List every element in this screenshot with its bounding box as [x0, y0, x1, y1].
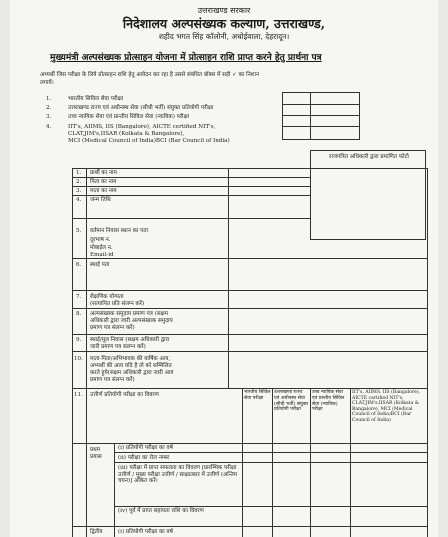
row-label-domicile: स्थाई/मूल निवास (सक्षम अधिकारी द्वारा — [90, 337, 170, 343]
attempt-item-success: (iii) परीक्षा में प्राप्त सफलता का विवरण [प्रारम्भिक परीक्षा उत्तीर्ण / मुख्य परीक्षा उत्तीर्ण / साक्षात्कार में उत्तीर्ण (अन्तिम चयन)] अंकित करें। — [118, 465, 238, 485]
row-label-phone: दूरभाष न. — [90, 237, 111, 243]
row-label-income: माता-पिता/अभिभावक की वार्षिक आय, — [90, 356, 171, 362]
row-label-minority-cert-2: अधिकारी द्वारा जारी अल्पसंख्यक समुदाय — [90, 318, 173, 324]
table-label-column-line — [228, 168, 229, 388]
application-form-page — [10, 0, 438, 537]
row-label-applicant-name: प्रार्थी का नाम — [90, 170, 117, 176]
address-line: शहीद भगत सिंह कॉलोनी, अधोईवाला, देहरादून। — [158, 32, 290, 41]
directorate-heading: निदेशालय अल्पसंख्यक कल्याण, उत्तराखण्ड, — [122, 16, 326, 31]
exam-option-num: 1. — [46, 96, 52, 102]
row-label-minority-cert-3: प्रमाण पत्र संलग्न करें) — [90, 325, 135, 331]
row-line — [72, 177, 310, 178]
exam-option-label: MCI (Medical Council of India)BCI (Bar Council of India) — [68, 138, 230, 144]
row-label-exam-details: उत्तीर्ण प्रतियोगी परीक्षा का विवरण — [90, 392, 159, 398]
row-num: 1. — [76, 170, 82, 176]
row-label-income-4: प्रमाण पत्र संलग्न करें) — [90, 377, 135, 383]
checkbox-divider — [310, 92, 311, 140]
attempt-col-line — [114, 443, 115, 537]
attempt-second-item-year: (i) प्रतियोगी परीक्षा का वर्ष — [118, 529, 173, 535]
exam-option-num: 4. — [46, 124, 52, 130]
row-num: 5. — [76, 228, 82, 234]
row-line — [72, 195, 310, 196]
exam-option-label: IIT's, AIIMS, IIS (Bangalore), AICTE certified NIT's, — [68, 124, 216, 130]
row-label-qualification: शैक्षणिक योग्यता — [90, 294, 124, 300]
row-label-minority-cert: अल्पसंख्यक समुदाय प्रमाण पत्र (सक्षम — [90, 311, 168, 317]
row-num: 2. — [76, 179, 82, 185]
exam-column-state-services: उत्तराखण्ड राज्य एवं अधीनस्थ सेवा (सीधी भर्ती) संयुक्त प्रतियोगी परीक्षा — [274, 390, 309, 413]
row-label-qualification-note: (सत्यापित प्रति संलग्न करें) — [90, 301, 145, 307]
exam-column-judicial-services: उच्च न्यायिक सेवा एवं प्रान्तीय सिविल सेवा (न्यायिक) परीक्षा — [312, 390, 345, 413]
row-line — [72, 308, 428, 309]
exam-column-technical-exams: IIT's, AIIMS, IIS (Bangalore), AICTE certified NIT's, CLAT,JIM's,IISAR (Kolkata & Bangalore), MCI (Medical Council of India)BCI (Bar Council of India) — [352, 390, 420, 423]
row-line — [114, 452, 428, 453]
checkbox-divider — [282, 104, 360, 105]
row-label-permanent-address: स्थाई पता — [90, 262, 110, 268]
row-label-father-name: पिता का नाम — [90, 179, 117, 185]
row-num: 6. — [76, 262, 82, 268]
exam-option-label: CLAT,JIM's,IISAR (Kolkata & Bangalore), — [68, 131, 185, 137]
exam-option-num: 2. — [46, 105, 52, 111]
attempt-item-roll: (ii) परीक्षा का रोल नम्बर — [118, 455, 170, 461]
row-num: 11. — [74, 392, 83, 398]
row-label-email: Email-id — [90, 252, 114, 258]
photo-box-label: राजपत्रित अधिकारी द्वारा प्रमाणित फोटो — [329, 154, 409, 160]
exam-option-label: भारतीय सिविल सेवा परीक्षा — [68, 96, 124, 102]
row-line — [72, 351, 428, 352]
row-line — [72, 334, 428, 335]
table-num-column-line — [86, 168, 87, 537]
govt-heading: उत्तराखण्ड सरकार — [197, 6, 251, 15]
attempt-first-label: प्रथम प्रयास — [90, 447, 102, 460]
row-line — [114, 506, 428, 507]
attempt-second-label: द्वितीय — [90, 529, 103, 535]
exam-checkbox-column — [282, 92, 360, 140]
row-num: 10. — [74, 356, 83, 362]
row-num: 8. — [76, 311, 82, 317]
row-num: 7. — [76, 294, 82, 300]
exam-column-civil-services: भारतीय सिविल सेवा परीक्षा — [244, 390, 271, 401]
form-title: मुख्यमंत्री अल्पसंख्यक प्रोत्साहन योजना में प्रोत्साहन राशि प्राप्त करने हेतु प्रार्थना पत्र — [50, 53, 322, 63]
row-label-mother-name: माता का नाम — [90, 188, 117, 194]
row-line — [72, 218, 310, 219]
row-num: 4. — [76, 197, 82, 203]
row-num: 3. — [76, 188, 82, 194]
row-line — [72, 290, 428, 291]
row-label-income-2: अभ्यर्थी की आय यदि है तो को सम्मिलित — [90, 363, 172, 369]
row-line — [72, 526, 428, 527]
attempt-item-prior-aid: (iv) पूर्व में प्राप्त सहायता राशि का विवरण — [118, 508, 204, 514]
row-line — [114, 462, 428, 463]
instruction-line-2: लगायें। — [40, 80, 54, 86]
row-label-mobile: मोबाईल न. — [90, 245, 113, 251]
checkbox-divider — [282, 115, 360, 116]
row-label-dob: जन्म तिथि — [90, 197, 111, 203]
exam-option-label: उत्तराखण्ड राज्य एवं अधीनस्थ सेवा (सीधी भर्ती) संयुक्त प्रतियोगी परीक्षा — [68, 105, 214, 111]
exam-option-num: 3. — [46, 114, 52, 120]
row-line — [72, 186, 310, 187]
instruction-line-1: अभ्यर्थी जिस परीक्षा के लिये प्रोत्साहन राशि हेतु आवेदन कर रहा है उससे संबंधित बॉक्स में सही ✓ का निशान — [40, 72, 260, 78]
row-line — [72, 388, 428, 389]
row-line — [72, 258, 428, 259]
exam-option-label: उच्च न्यायिक सेवा एवं प्रान्तीय सिविल सेवा (न्यायिक) परीक्षा — [68, 114, 190, 120]
row-label-current-address: वर्तमान निवास स्थान का पता — [90, 228, 148, 234]
row-label-income-3: करते हुये(सक्षम अधिकारी द्वारा जारी आय — [90, 370, 174, 376]
attempt-item-year: (i) प्रतियोगी परीक्षा का वर्ष — [118, 445, 173, 451]
row-line — [72, 443, 428, 444]
row-num: 9. — [76, 337, 82, 343]
checkbox-divider — [282, 126, 360, 127]
row-label-domicile-2: जारी प्रमाण पत्र संलग्न करें) — [90, 344, 146, 350]
